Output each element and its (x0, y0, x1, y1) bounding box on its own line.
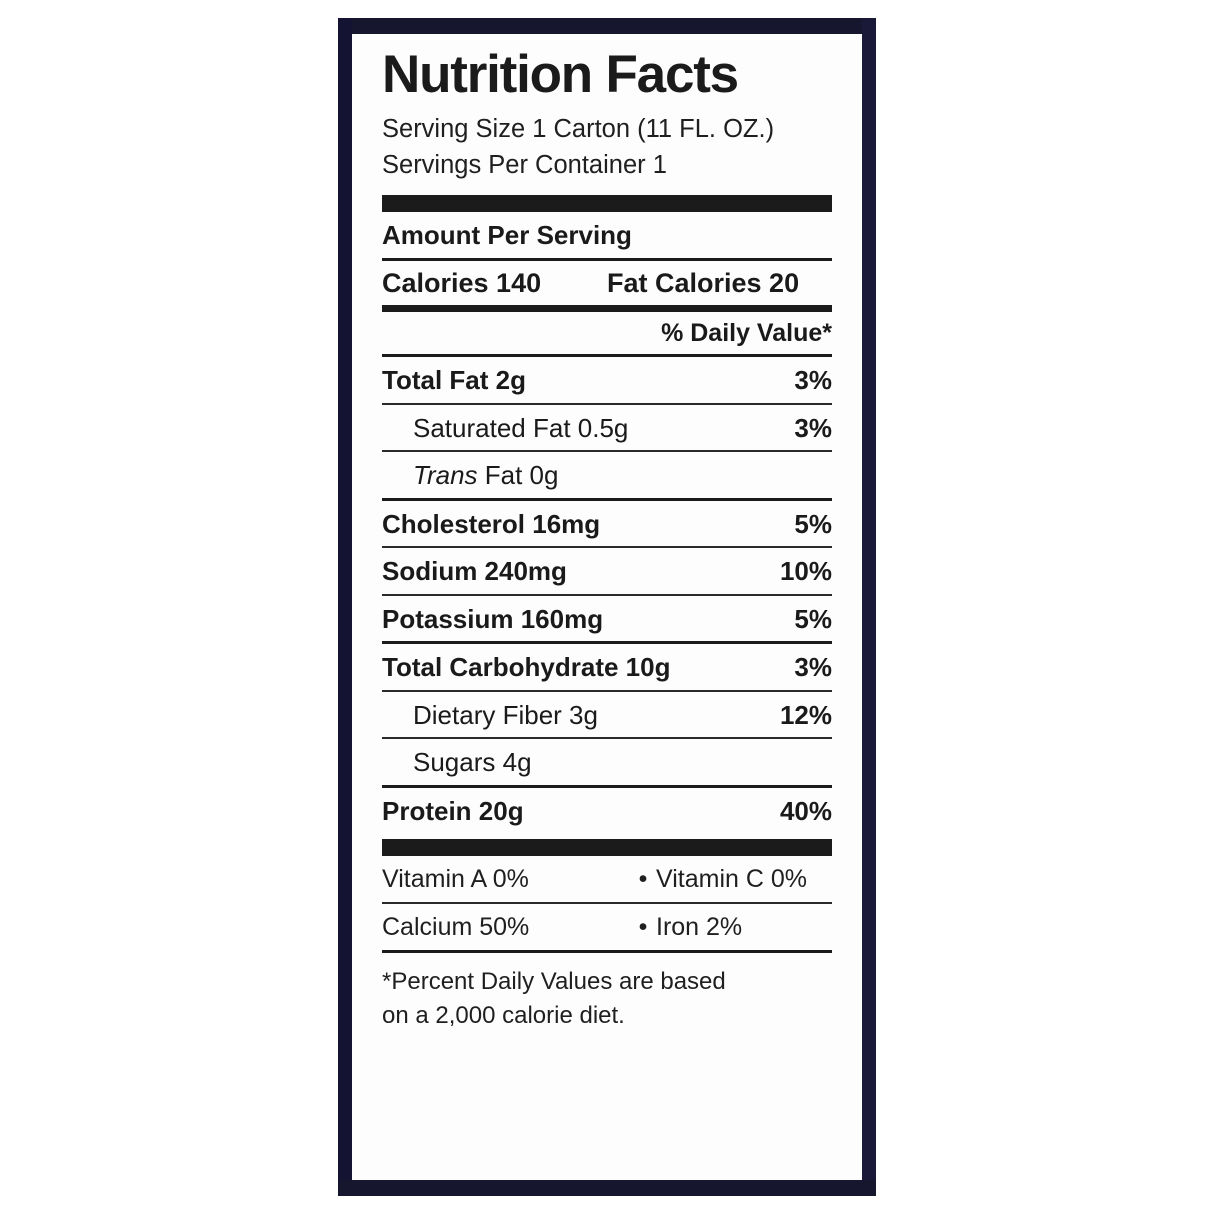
panel-title: Nutrition Facts (382, 45, 738, 104)
nutrient-name: Dietary Fiber 3g (413, 699, 598, 730)
nutrient-row-dietary-fiber (382, 692, 832, 738)
calories-row (382, 261, 832, 305)
servings-per-container: Servings Per Container 1 (382, 151, 667, 180)
footnote-line-2: on a 2,000 calorie diet. (382, 1001, 625, 1029)
vitamin-row-1 (382, 856, 832, 902)
package-edge-top (338, 18, 876, 34)
vitamin-c-value: Vitamin C 0% (656, 865, 807, 894)
nutrient-row-total-carbohydrate (382, 644, 832, 690)
calories-label: Calories 140 (382, 268, 542, 299)
package-edge-left (338, 18, 352, 1196)
nutrient-dv: 3% (794, 652, 832, 683)
nutrient-dv: 40% (779, 795, 832, 826)
trans-rest: Fat 0g (477, 460, 559, 491)
nutrient-name: Protein 20g (382, 795, 524, 826)
rule-thick-top (382, 195, 832, 212)
iron-value: Iron 2% (656, 913, 743, 942)
nutrient-name: Sugars 4g (413, 747, 532, 778)
nutrient-dv: 3% (794, 365, 832, 396)
nutrient-name (382, 459, 558, 492)
nutrient-row-saturated-fat (382, 405, 832, 451)
nutrient-row-total-fat (382, 357, 832, 403)
rule-thick-bottom (382, 839, 832, 856)
nutrient-name: Potassium 160mg (382, 603, 604, 634)
trans-italic: Trans (413, 460, 478, 491)
nutrient-dv: 3% (794, 412, 832, 443)
rule-under-calories (382, 305, 832, 312)
bullet-icon: • (638, 913, 648, 942)
serving-size: Serving Size 1 Carton (11 FL. OZ.) (382, 115, 775, 143)
nutrient-dv: 5% (794, 508, 832, 539)
nutrient-name: Sodium 240mg (382, 556, 567, 587)
nutrient-row-trans-fat (382, 452, 832, 498)
nutrient-name: Cholesterol 16mg (382, 508, 601, 539)
nutrient-name: Total Carbohydrate 10g (382, 652, 671, 683)
nutrient-row-sodium (382, 548, 832, 594)
nutrient-name: Total Fat 2g (382, 365, 526, 396)
fat-calories-label: Fat Calories 20 (607, 268, 800, 299)
nutrient-dv: 10% (779, 556, 832, 587)
footnote-line-1: *Percent Daily Values are based (382, 968, 726, 996)
amount-per-serving: Amount Per Serving (382, 220, 632, 251)
bullet-icon: • (638, 865, 648, 894)
package-edge-right (862, 18, 876, 1196)
nutrient-name: Saturated Fat 0.5g (413, 412, 629, 443)
nutrient-row-sugars (382, 739, 832, 785)
package-edge-bottom (338, 1180, 876, 1196)
nutrition-facts-panel (352, 34, 862, 1180)
nutrient-dv: 5% (794, 603, 832, 634)
nutrient-row-potassium (382, 596, 832, 642)
footnote (382, 953, 832, 1031)
vitamin-row-2 (382, 904, 832, 950)
daily-value-header: % Daily Value* (661, 319, 832, 348)
calcium-value: Calcium 50% (382, 913, 530, 942)
vitamin-a-value: Vitamin A 0% (382, 865, 529, 894)
nutrient-dv: 12% (779, 699, 832, 730)
nutrient-row-cholesterol (382, 501, 832, 547)
nutrient-row-protein (382, 788, 832, 834)
